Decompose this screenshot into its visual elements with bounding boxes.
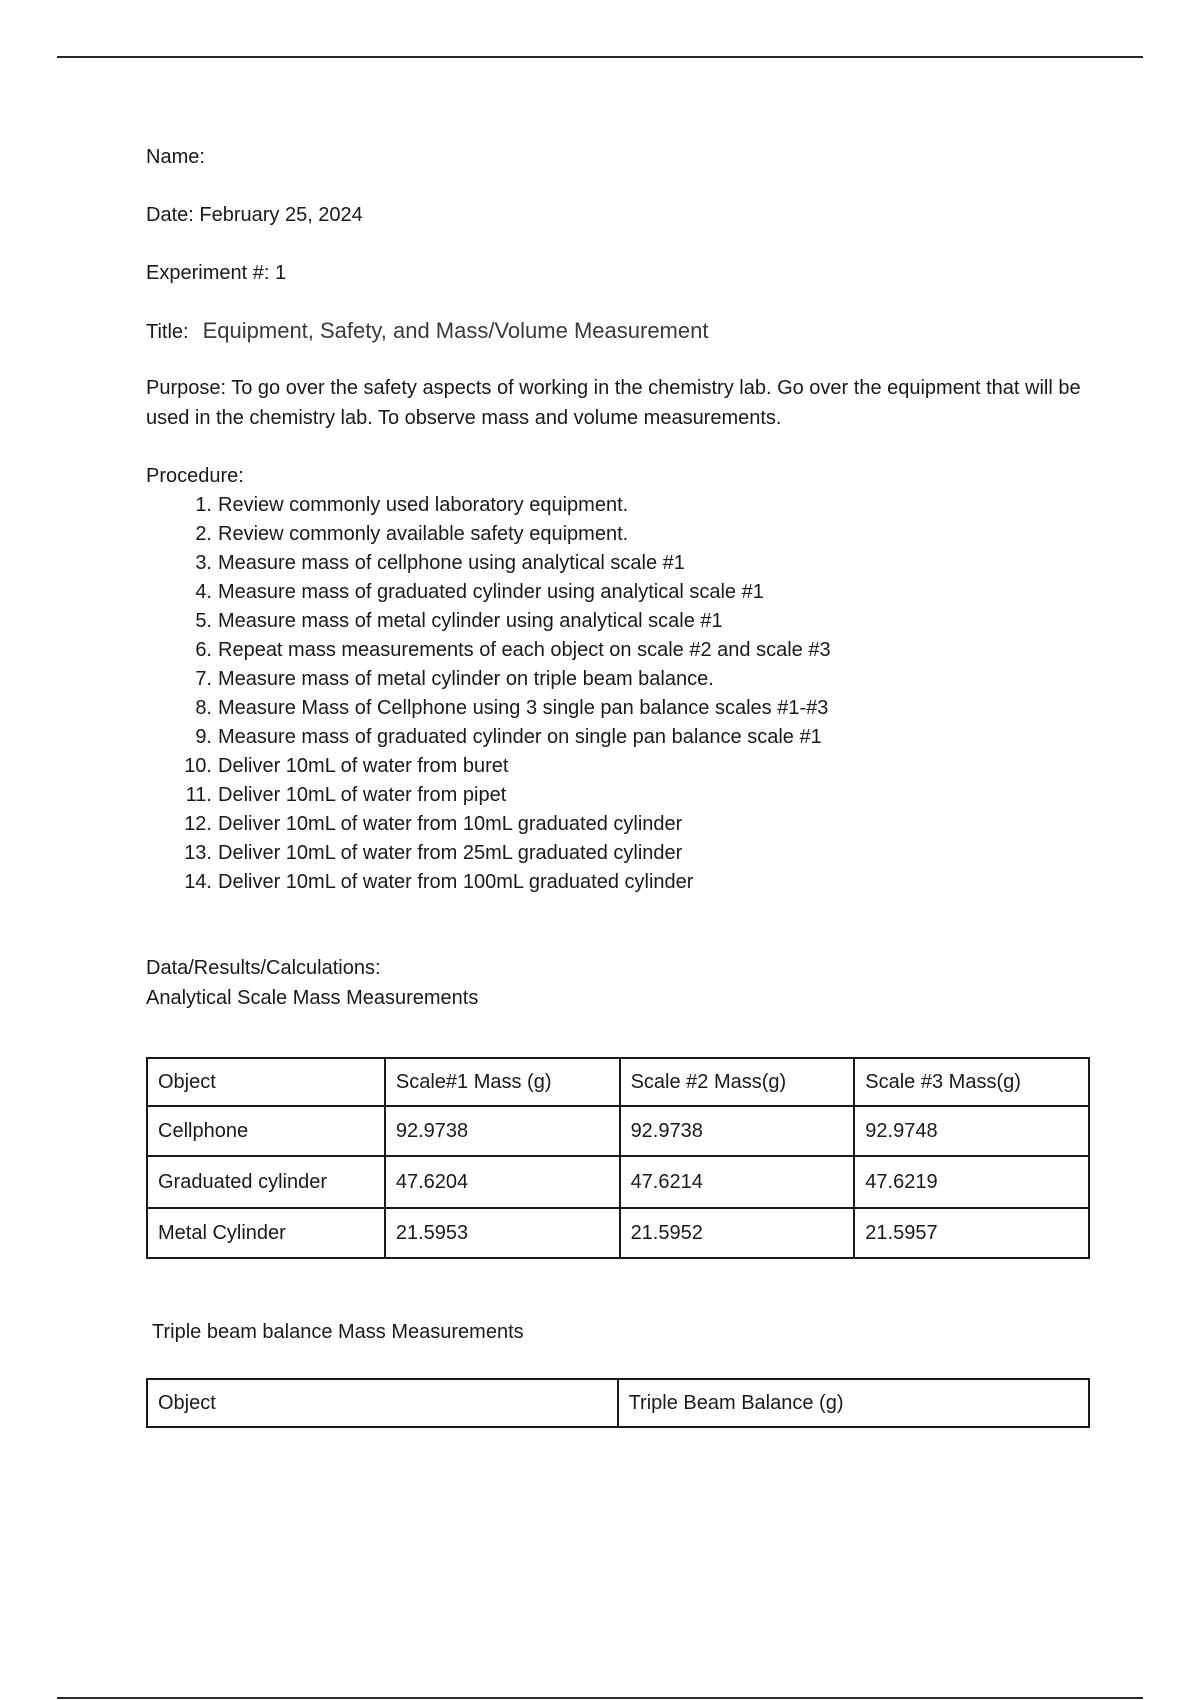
list-item-number: 6. xyxy=(195,639,212,661)
list-item-text: Measure mass of metal cylinder using analytical scale #1 xyxy=(218,610,723,632)
name-field: Name: xyxy=(146,146,205,168)
list-item xyxy=(146,723,1096,752)
list-item-text: Deliver 10mL of water from 25mL graduated cylinder xyxy=(218,842,683,864)
list-item-number: 3. xyxy=(195,552,212,574)
list-item-number: 8. xyxy=(195,697,212,719)
table-cell: Graduated cylinder xyxy=(147,1156,385,1208)
analytical-mass-table xyxy=(146,1057,1090,1259)
list-item-number: 11. xyxy=(185,784,212,806)
table-row xyxy=(147,1106,1089,1156)
date-field: Date: February 25, 2024 xyxy=(146,204,363,226)
procedure-list xyxy=(146,491,1096,897)
list-item xyxy=(146,578,1096,607)
list-item-text: Review commonly used laboratory equipment. xyxy=(218,494,629,516)
list-item-text: Review commonly available safety equipment. xyxy=(218,523,629,545)
list-item-number: 13. xyxy=(184,842,212,864)
list-item-number: 10. xyxy=(184,755,212,777)
list-item xyxy=(146,781,1096,810)
table-cell: Cellphone xyxy=(147,1106,385,1156)
table-cell: 47.6219 xyxy=(854,1156,1089,1208)
list-item xyxy=(146,868,1096,897)
list-item-text: Measure mass of graduated cylinder using analytical scale #1 xyxy=(218,581,764,603)
list-item xyxy=(146,636,1096,665)
list-item xyxy=(146,810,1096,839)
list-item-number: 12. xyxy=(184,813,212,835)
table-cell: 21.5957 xyxy=(854,1208,1089,1258)
procedure-heading: Procedure: xyxy=(146,465,244,487)
title-field xyxy=(146,316,1096,347)
table-cell: 92.9748 xyxy=(854,1106,1089,1156)
list-item-text: Deliver 10mL of water from buret xyxy=(218,755,509,777)
list-item-text: Measure mass of metal cylinder on triple beam balance. xyxy=(218,668,714,690)
top-rule xyxy=(57,56,1143,58)
table-header-cell: Scale#1 Mass (g) xyxy=(385,1058,620,1106)
list-item xyxy=(146,549,1096,578)
table-header-cell: Triple Beam Balance (g) xyxy=(618,1379,1089,1427)
table-cell: 47.6214 xyxy=(620,1156,855,1208)
document-body xyxy=(146,142,1096,1013)
list-item-text: Deliver 10mL of water from 10mL graduated cylinder xyxy=(218,813,683,835)
list-item-number: 14. xyxy=(184,871,212,893)
triple-beam-table xyxy=(146,1378,1090,1428)
table-header-cell: Object xyxy=(147,1058,385,1106)
list-item xyxy=(146,752,1096,781)
table-row xyxy=(147,1156,1089,1208)
list-item xyxy=(146,520,1096,549)
list-item-number: 1. xyxy=(195,494,212,516)
analytical-heading: Analytical Scale Mass Measurements xyxy=(146,987,479,1009)
list-item-number: 7. xyxy=(195,668,212,690)
table-header-row xyxy=(147,1379,1089,1427)
experiment-field: Experiment #: 1 xyxy=(146,262,287,284)
list-item-text: Measure mass of graduated cylinder on single pan balance scale #1 xyxy=(218,726,822,748)
table-cell: 92.9738 xyxy=(620,1106,855,1156)
table-row xyxy=(147,1208,1089,1258)
list-item xyxy=(146,839,1096,868)
table-cell: Metal Cylinder xyxy=(147,1208,385,1258)
table-header-cell: Scale #3 Mass(g) xyxy=(854,1058,1089,1106)
list-item xyxy=(146,694,1096,723)
table-header-cell: Object xyxy=(147,1379,618,1427)
purpose-text: Purpose: To go over the safety aspects of working in the chemistry lab. Go over the equipment that will be used in the chemistry lab. To observe mass and volume measurements. xyxy=(146,377,1081,429)
list-item-number: 4. xyxy=(195,581,212,603)
table-header-cell: Scale #2 Mass(g) xyxy=(620,1058,855,1106)
list-item xyxy=(146,607,1096,636)
list-item-text: Deliver 10mL of water from pipet xyxy=(218,784,507,806)
title-value: Equipment, Safety, and Mass/Volume Measurement xyxy=(202,318,709,343)
list-item-text: Measure mass of cellphone using analytical scale #1 xyxy=(218,552,685,574)
results-heading: Data/Results/Calculations: xyxy=(146,957,381,979)
title-label: Title: xyxy=(146,321,189,343)
list-item-number: 9. xyxy=(195,726,212,748)
table-cell: 21.5952 xyxy=(620,1208,855,1258)
triple-beam-heading: Triple beam balance Mass Measurements xyxy=(152,1321,524,1343)
table-cell: 21.5953 xyxy=(385,1208,620,1258)
list-item-number: 5. xyxy=(195,610,212,632)
table-cell: 92.9738 xyxy=(385,1106,620,1156)
table-cell: 47.6204 xyxy=(385,1156,620,1208)
list-item-text: Deliver 10mL of water from 100mL graduated cylinder xyxy=(218,871,694,893)
table-header-row xyxy=(147,1058,1089,1106)
list-item xyxy=(146,491,1096,520)
list-item xyxy=(146,665,1096,694)
bottom-rule xyxy=(57,1697,1143,1699)
list-item-text: Measure Mass of Cellphone using 3 single pan balance scales #1-#3 xyxy=(218,697,829,719)
list-item-text: Repeat mass measurements of each object on scale #2 and scale #3 xyxy=(218,639,831,661)
list-item-number: 2. xyxy=(195,523,212,545)
